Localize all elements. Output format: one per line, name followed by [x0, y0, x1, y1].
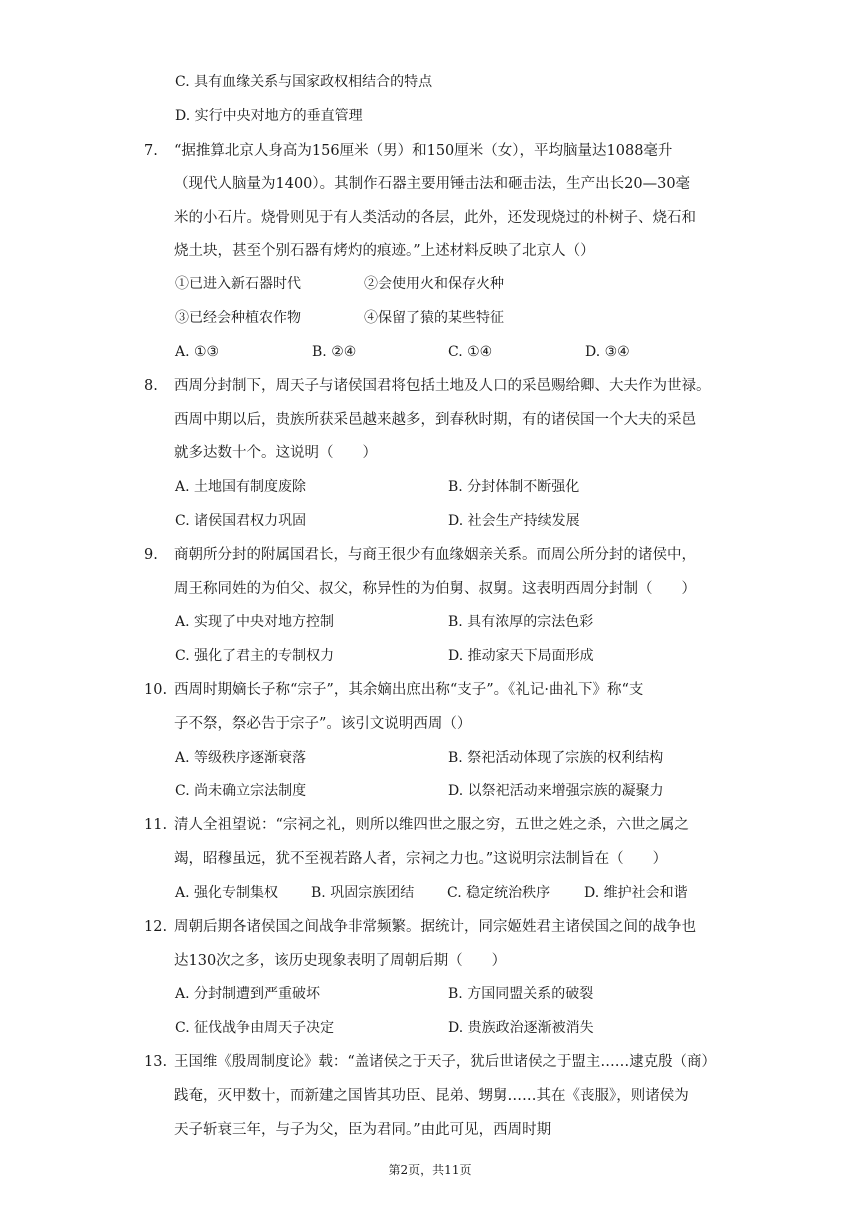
- option-c[interactable]: C. 征伐战争由周天子决定: [175, 1020, 335, 1036]
- q6-option-c: C. 具有血缘关系与国家政权相结合的特点: [175, 74, 433, 90]
- option-d[interactable]: D. 社会生产持续发展: [448, 513, 580, 529]
- question-stem-line: 就多达数十个。这说明（ ）: [174, 445, 377, 461]
- question-stem-line: 周朝后期各诸侯国之间战争非常频繁。据统计，同宗姬姓君主诸侯国之间的战争也: [174, 919, 696, 935]
- option-a[interactable]: A. 土地国有制度废除: [175, 479, 307, 495]
- option-d[interactable]: D. 以祭祀活动来增强宗族的凝聚力: [448, 783, 664, 799]
- question-stem-line: 子不祭，祭必告于宗子”。该引文说明西周（）: [174, 716, 472, 732]
- question-stem-line: 王国维《殷周制度论》载：“盖诸侯之于天子，犹后世诸侯之于盟主……逮克殷（商）: [174, 1054, 716, 1070]
- question-stem-line: 西周中期以后，贵族所获采邑越来越多，到春秋时期，有的诸侯国一个大夫的采邑: [174, 412, 696, 428]
- q6-option-d: D. 实行中央对地方的垂直管理: [175, 108, 363, 124]
- question-stem-line: （现代人脑量为1400）。其制作石器主要用锤击法和砸击法，生产出长20—30毫: [174, 176, 691, 192]
- question-number: 12.: [144, 919, 168, 935]
- question-stem-line: 烧土块，甚至个别石器有烤灼的痕迹。”上述材料反映了北京人（）: [174, 243, 595, 259]
- option-c[interactable]: C. 尚未确立宗法制度: [175, 783, 307, 799]
- question-number: 10.: [144, 682, 168, 698]
- option-b[interactable]: B. 分封体制不断强化: [448, 479, 580, 495]
- page-footer: 第2页，共11页: [388, 1163, 472, 1177]
- question-stem-line: 西周分封制下，周天子与诸侯国君将包括土地及人口的采邑赐给卿、大夫作为世禄。: [174, 378, 711, 394]
- question-stem-line: 周王称同姓的为伯父、叔父，称异性的为伯舅、叔舅。这表明西周分封制（ ）: [174, 581, 696, 597]
- question-number: 9.: [144, 547, 158, 563]
- option-b[interactable]: B. 方国同盟关系的破裂: [448, 986, 594, 1002]
- question-stem-line: 清人全祖望说：“宗祠之礼，则所以维四世之服之穷，五世之姓之杀，六世之属之: [174, 817, 689, 833]
- statement-1: ①已进入新石器时代: [175, 276, 301, 292]
- question-number: 13.: [144, 1054, 168, 1070]
- question-number: 8.: [144, 378, 158, 394]
- option-b[interactable]: B. 巩固宗族团结: [311, 885, 415, 901]
- option-b[interactable]: B. 具有浓厚的宗法色彩: [448, 614, 594, 630]
- question-stem-line: 米的小石片。烧骨则见于有人类活动的各层，此外，还发现烧过的朴树子、烧石和: [174, 210, 696, 226]
- option-a[interactable]: A. 分封制遭到严重破坏: [175, 986, 321, 1002]
- option-b[interactable]: B. ②④: [312, 344, 357, 360]
- question-stem-line: 天子斩衰三年，与子为父，臣为君同。”由此可见，西周时期: [174, 1122, 552, 1138]
- option-c[interactable]: C. 诸侯国君权力巩固: [175, 513, 307, 529]
- question-number: 11.: [144, 817, 168, 833]
- option-c[interactable]: C. ①④: [448, 344, 493, 360]
- question-stem-line: 竭，昭穆虽远，犹不至视若路人者，宗祠之力也。”这说明宗法制旨在（ ）: [174, 851, 668, 867]
- option-a[interactable]: A. 等级秩序逐渐衰落: [175, 750, 307, 766]
- statement-3: ③已经会种植农作物: [175, 310, 301, 326]
- question-stem-line: 西周时期嫡长子称“宗子”，其余嫡出庶出称“支子”。《礼记·曲礼下》称“支: [174, 682, 644, 698]
- option-c[interactable]: C. 稳定统治秩序: [447, 885, 551, 901]
- option-d[interactable]: D. 推动家天下局面形成: [448, 648, 594, 664]
- statement-4: ④保留了猿的某些特征: [364, 310, 504, 326]
- question-stem-line: 达130次之多，该历史现象表明了周朝后期（ ）: [174, 953, 507, 969]
- question-stem-line: “据推算北京人身高为156厘米（男）和150厘米（女），平均脑量达1088毫升: [174, 143, 673, 159]
- option-a[interactable]: A. 实现了中央对地方控制: [175, 614, 335, 630]
- question-stem-line: 商朝所分封的附属国君长，与商王很少有血缘姻亲关系。而周公所分封的诸侯中，: [174, 547, 696, 563]
- option-a[interactable]: A. ①③: [175, 344, 220, 360]
- option-a[interactable]: A. 强化专制集权: [175, 885, 279, 901]
- option-d[interactable]: D. 贵族政治逐渐被消失: [448, 1020, 594, 1036]
- question-number: 7.: [144, 143, 158, 159]
- option-c[interactable]: C. 强化了君主的专制权力: [175, 648, 335, 664]
- option-d[interactable]: D. ③④: [585, 344, 630, 360]
- option-d[interactable]: D. 维护社会和谐: [584, 885, 688, 901]
- question-stem-line: 践奄，灭甲数十，而新建之国皆其功臣、昆弟、甥舅……其在《丧服》，则诸侯为: [174, 1088, 689, 1104]
- statement-2: ②会使用火和保存火种: [364, 276, 504, 292]
- option-b[interactable]: B. 祭祀活动体现了宗族的权利结构: [448, 750, 664, 766]
